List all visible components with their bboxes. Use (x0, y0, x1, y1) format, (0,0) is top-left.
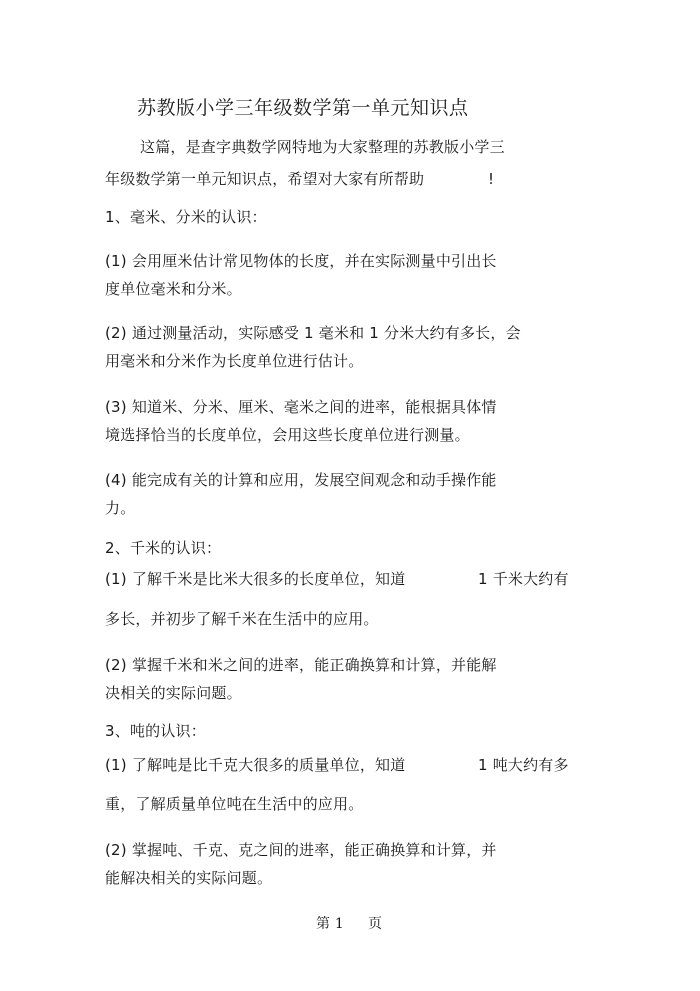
page-number-suffix: 页 (368, 916, 383, 932)
section-2-item-2-line-1: (2) 掌握千米和米之间的进率，能正确换算和计算，并能解 (105, 656, 497, 674)
document-title: 苏教版小学三年级数学第一单元知识点 (137, 97, 469, 119)
section-2-item-1-line-1a: (1) 了解千米是比米大很多的长度单位，知道 (105, 570, 406, 588)
section-2-item-2-line-2: 决相关的实际问题。 (105, 684, 242, 702)
section-1-item-4-line-2: 力。 (105, 499, 136, 517)
section-3-heading: 3、吨的认识： (105, 722, 206, 740)
section-1-item-3-line-2: 境选择恰当的长度单位，会用这些长度单位进行测量。 (105, 426, 470, 444)
section-2-item-1-line-1b: 1 千米大约有 (478, 570, 569, 588)
section-2-heading: 2、千米的认识： (105, 539, 222, 557)
section-1-heading: 1、毫米、分米的认识： (105, 208, 267, 226)
section-3-item-2-line-1: (2) 掌握吨、千克、克之间的进率，能正确换算和计算，并 (105, 841, 497, 859)
section-3-item-1-line-1a: (1) 了解吨是比千克大很多的质量单位，知道 (105, 756, 406, 774)
section-3-item-1-line-1b: 1 吨大约有多 (478, 756, 569, 774)
section-1-item-2-line-2: 用毫米和分米作为长度单位进行估计。 (105, 352, 364, 370)
intro-exclaim: ! (488, 170, 495, 188)
intro-line-1: 这篇，是查字典数学网特地为大家整理的苏教版小学三 (140, 138, 505, 156)
section-1-item-2-line-1: (2) 通过测量活动，实际感受 1 毫米和 1 分米大约有多长，会 (105, 324, 521, 342)
section-3-item-1-line-2: 重，了解质量单位吨在生活中的应用。 (105, 795, 364, 813)
intro-line-2: 年级数学第一单元知识点，希望对大家有所帮助 (105, 170, 425, 188)
section-1-item-1-line-2: 度单位毫米和分米。 (105, 280, 242, 298)
section-1-item-4-line-1: (4) 能完成有关的计算和应用，发展空间观念和动手操作能 (105, 471, 497, 489)
section-1-item-1-line-1: (1) 会用厘米估计常见物体的长度，并在实际测量中引出长 (105, 252, 497, 270)
section-1-item-3-line-1: (3) 知道米、分米、厘米、毫米之间的进率，能根据具体情 (105, 398, 497, 416)
page-number-prefix: 第 1 (316, 916, 344, 932)
section-3-item-2-line-2: 能解决相关的实际问题。 (105, 869, 273, 887)
section-2-item-1-line-2: 多长，并初步了解千米在生活中的应用。 (105, 610, 379, 628)
